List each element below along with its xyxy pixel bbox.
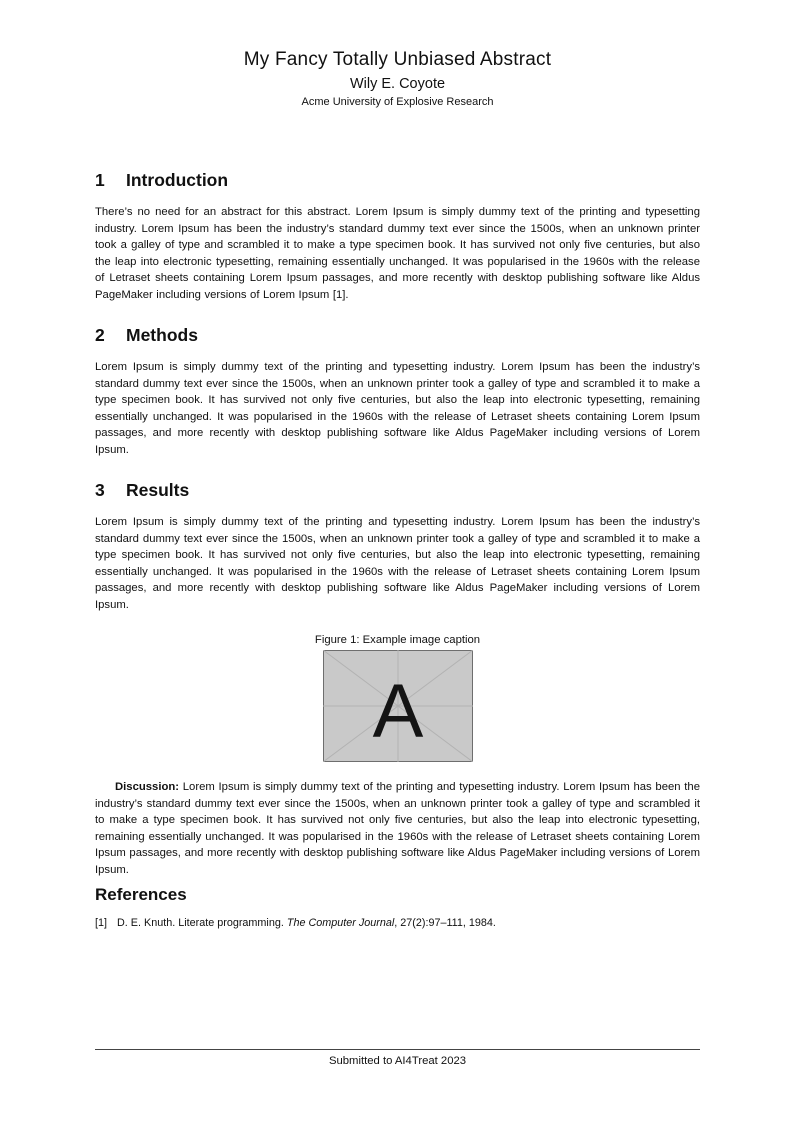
discussion-paragraph	[95, 779, 700, 878]
paper-author: Wily E. Coyote	[349, 76, 446, 92]
references-heading: References	[95, 885, 187, 904]
title-block	[95, 0, 700, 109]
section-methods	[95, 324, 700, 458]
footer-rule	[95, 1049, 700, 1050]
reference-details: , 27(2):97–111, 1984.	[394, 917, 496, 929]
section-title: Results	[126, 480, 190, 500]
footer-text: Submitted to AI4Treat 2023	[328, 1055, 467, 1067]
section-number: 2	[95, 325, 105, 345]
reference-text	[117, 916, 496, 930]
section-references	[95, 884, 700, 930]
reference-authors-title: D. E. Knuth. Literate programming.	[117, 917, 287, 929]
methods-paragraph: Lorem Ipsum is simply dummy text of the printing and typesetting industry. Lorem Ipsum has been the industry’s standard dummy text ever since the 1500s, when an unknown printer took a galley of type and scrambled it to make a type specimen book. It has survived not only five centuries, but also the leap into electronic typesetting, remaining essentially unchanged. It was popularised in the 1960s with the release of Letraset sheets containing Lorem Ipsum passages, and more recently with desktop publishing software like Aldus PageMaker including versions of Lorem Ipsum.	[95, 361, 700, 456]
section-number: 1	[95, 170, 105, 190]
reference-item-1	[95, 916, 700, 930]
section-introduction	[95, 169, 700, 303]
figure-image-wrap	[95, 650, 700, 762]
figure-caption: Figure 1: Example image caption	[314, 634, 481, 646]
discussion-text: Lorem Ipsum is simply dummy text of the printing and typesetting industry. Lorem Ipsum has been the industry’s standard dummy text ever since the 1500s, when an unknown printer took a galley of type and scrambled it to make a type specimen book. It has survived not only five centuries, but also the leap into electronic typesetting, remaining essentially unchanged. It was popularised in the 1960s with the release of Letraset sheets containing Lorem Ipsum passages, and more recently with desktop publishing software like Aldus PageMaker including versions of Lorem Ipsum.	[95, 781, 700, 876]
section-heading-methods	[95, 324, 700, 346]
paper-affiliation: Acme University of Explosive Research	[301, 96, 494, 108]
placeholder-letter: A	[372, 669, 423, 754]
section-results	[95, 479, 700, 613]
introduction-paragraph: There’s no need for an abstract for this abstract. Lorem Ipsum is simply dummy text of the printing and typesetting industry. Lorem Ipsum has been the industry’s standard dummy text ever since the 1500s, when an unknown printer took a galley of type and scrambled it to make a type specimen book. It has survived not only five centuries, but also the leap into electronic typesetting, remaining essentially unchanged. It was popularised in the 1960s with the release of Letraset sheets containing Lorem Ipsum passages, and more recently with desktop publishing software like Aldus PageMaker including versions of Lorem Ipsum [1].	[95, 206, 700, 301]
page-footer	[95, 1049, 700, 1069]
section-title: Introduction	[126, 170, 229, 190]
section-number: 3	[95, 480, 105, 500]
section-heading-results	[95, 479, 700, 501]
section-title: Methods	[126, 325, 198, 345]
results-paragraph: Lorem Ipsum is simply dummy text of the printing and typesetting industry. Lorem Ipsum has been the industry’s standard dummy text ever since the 1500s, when an unknown printer took a galley of type and scrambled it to make a type specimen book. It has survived not only five centuries, but also the leap into electronic typesetting, remaining essentially unchanged. It was popularised in the 1960s with the release of Letraset sheets containing Lorem Ipsum passages, and more recently with desktop publishing software like Aldus PageMaker including versions of Lorem Ipsum.	[95, 516, 700, 611]
paper-title: My Fancy Totally Unbiased Abstract	[243, 49, 552, 70]
reference-journal: The Computer Journal	[286, 917, 395, 929]
example-image-placeholder	[323, 650, 473, 762]
reference-marker: [1]	[95, 917, 108, 929]
discussion-label: Discussion:	[115, 781, 180, 793]
figure-1	[95, 633, 700, 762]
section-heading-introduction	[95, 169, 700, 191]
